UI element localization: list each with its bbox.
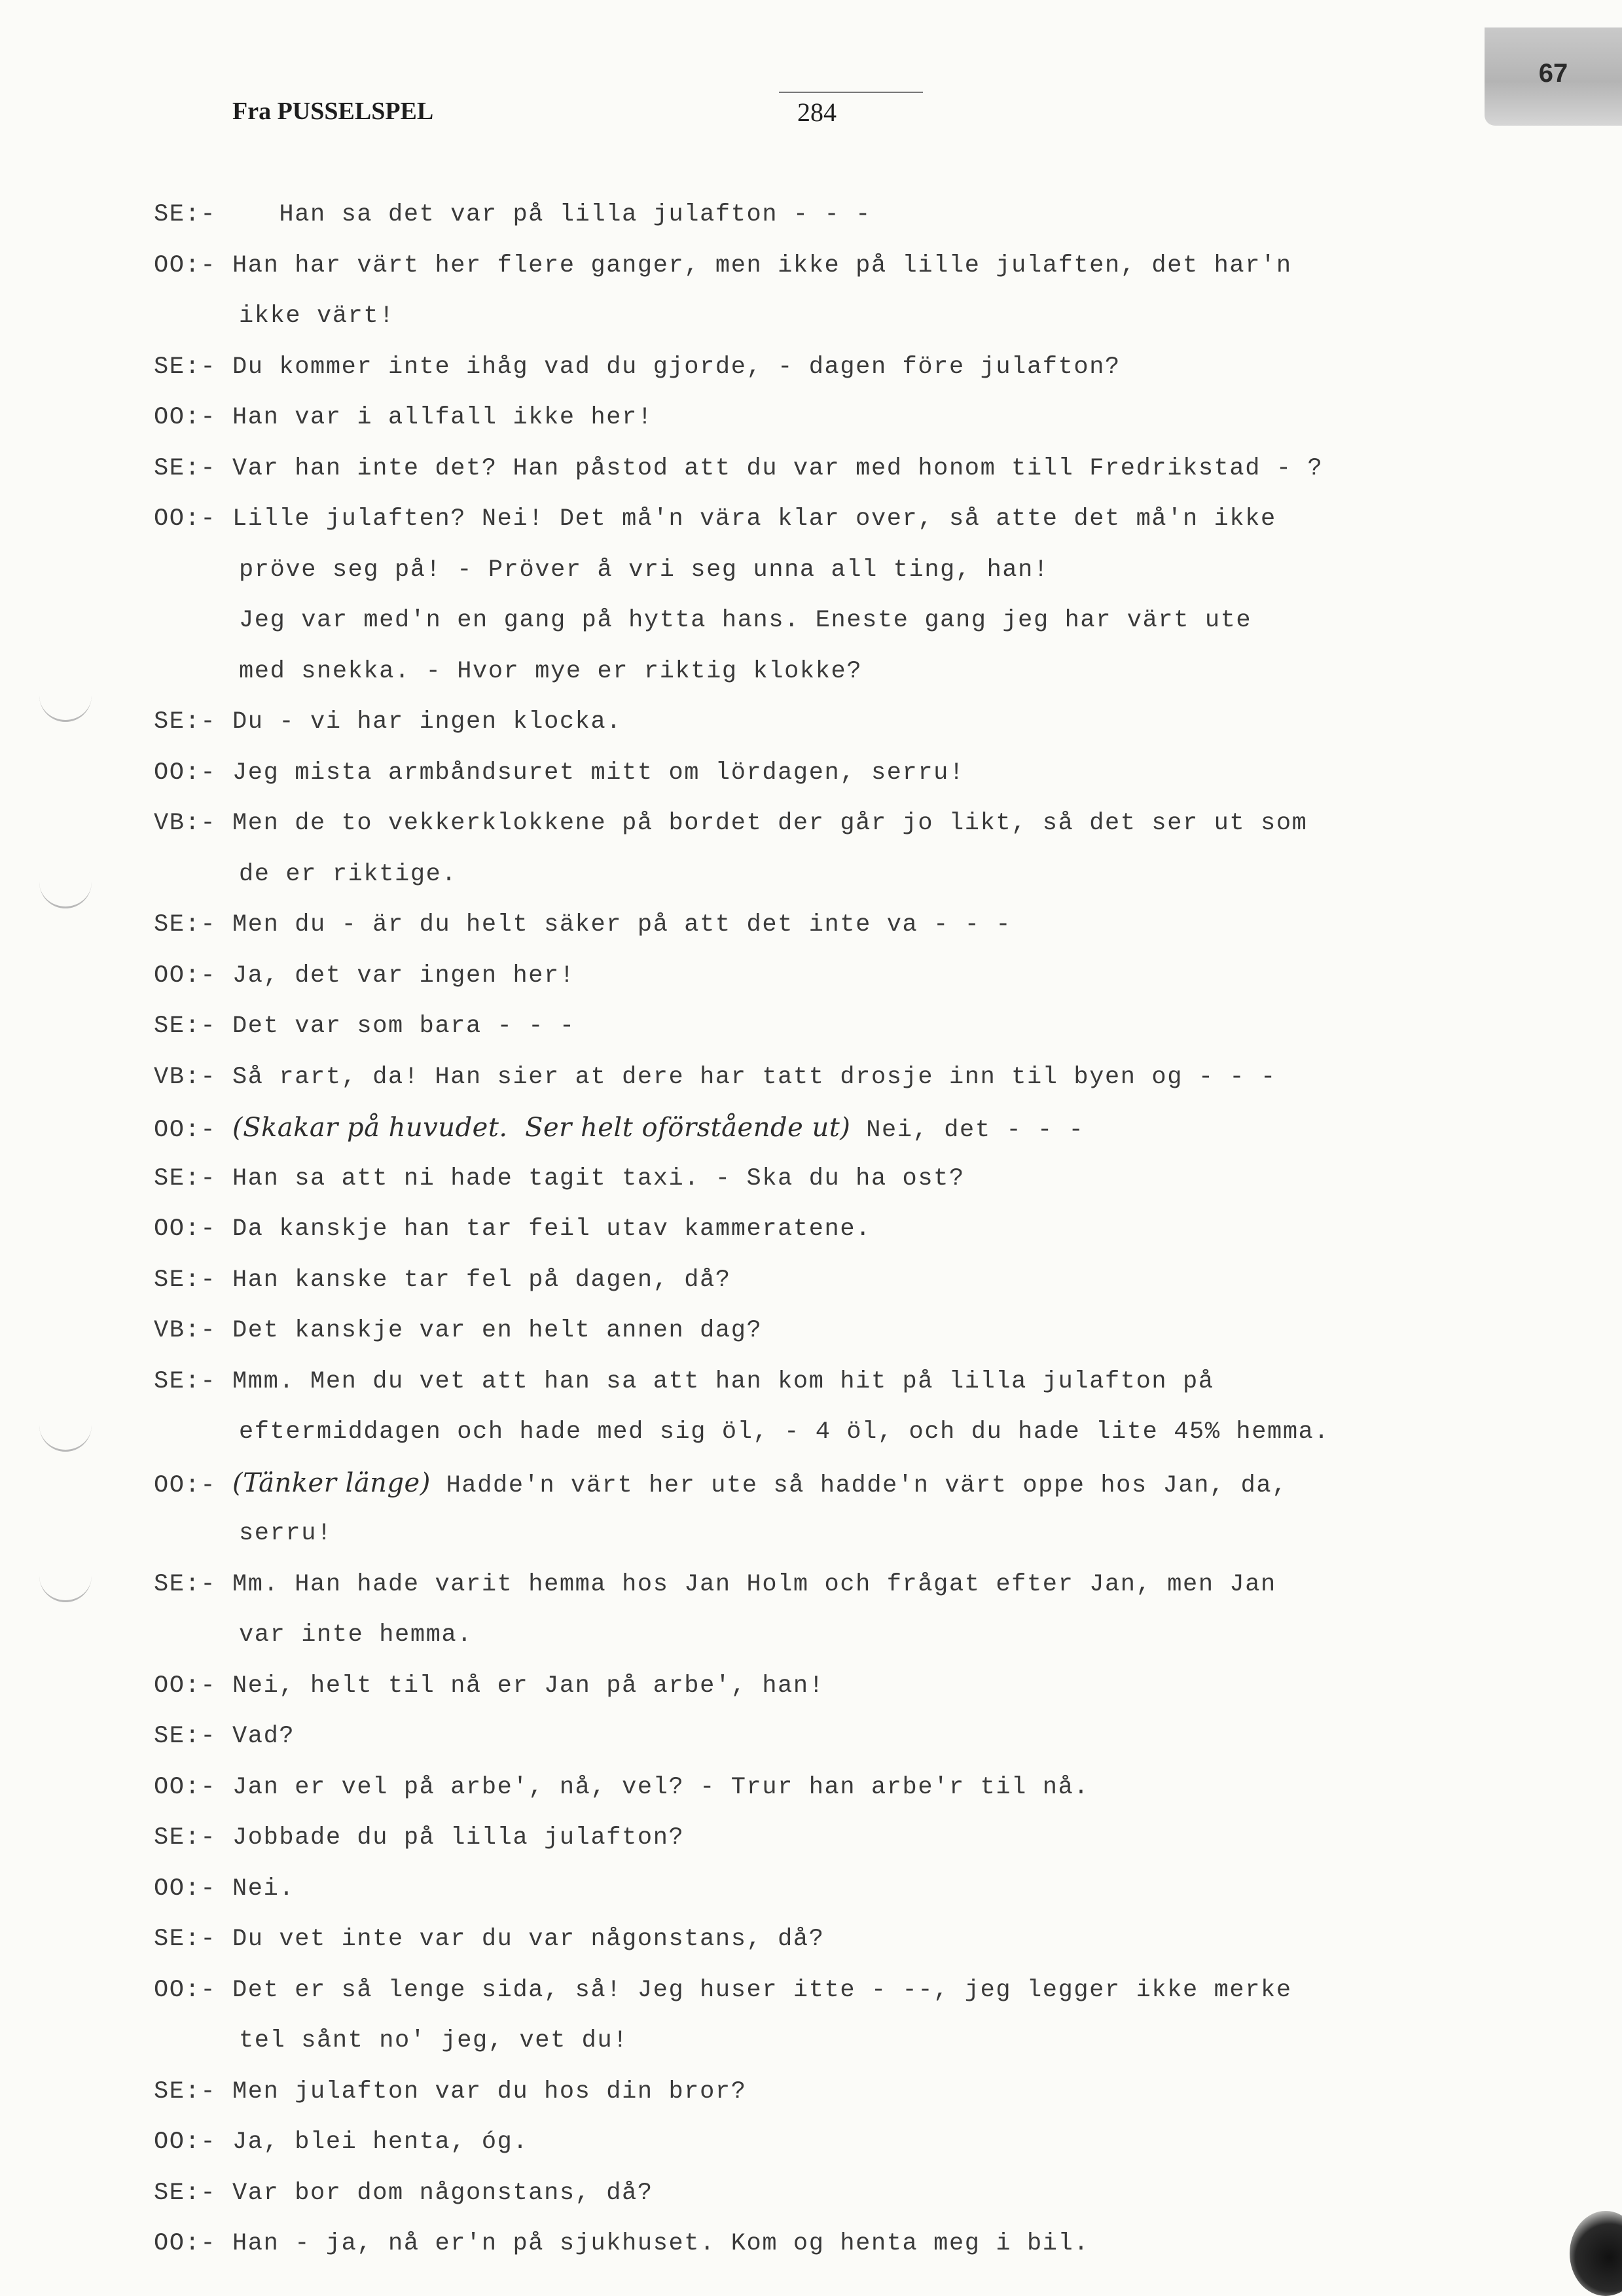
transcript-line bbox=[154, 241, 1496, 292]
handwritten-note: (Tänker länge) bbox=[232, 1467, 431, 1498]
transcript-line bbox=[154, 291, 1496, 342]
page-number: 284 bbox=[797, 98, 837, 127]
speaker-label: SE:- bbox=[154, 1013, 217, 1040]
speaker-label: SE:- bbox=[154, 201, 217, 228]
line-text: Var bor dom någonstans, då? bbox=[232, 2179, 653, 2207]
line-text: Men du - är du helt säker på att det inte va - - - bbox=[232, 911, 1012, 939]
speaker-label: SE:- bbox=[154, 708, 217, 736]
speaker-label: OO:- bbox=[154, 1471, 217, 1499]
transcript-line bbox=[154, 697, 1496, 748]
speaker-label: OO:- bbox=[154, 505, 217, 533]
transcript-line bbox=[154, 444, 1496, 495]
line-text: Mm. Han hade varit hemma hos Jan Holm och frågat efter Jan, men Jan bbox=[232, 1570, 1276, 1598]
speaker-label: VB:- bbox=[154, 810, 217, 837]
transcript-line bbox=[154, 2016, 1496, 2067]
transcript bbox=[154, 190, 1496, 2270]
transcript-line bbox=[154, 1914, 1496, 1965]
transcript-line bbox=[154, 494, 1496, 545]
speaker-label: OO:- bbox=[154, 961, 217, 990]
line-text: Du - vi har ingen klocka. bbox=[232, 708, 622, 736]
transcript-line bbox=[154, 900, 1496, 951]
transcript-line bbox=[154, 1763, 1496, 1814]
line-text: Var han inte det? Han påstod att du var med honom till Fredrikstad - ? bbox=[232, 454, 1324, 482]
transcript-line bbox=[154, 596, 1496, 647]
line-text: tel sånt no' jeg, vet du! bbox=[239, 2027, 629, 2054]
transcript-line bbox=[154, 951, 1496, 1002]
line-text: Mmm. Men du vet att han sa att han kom hit på lilla julafton på bbox=[232, 1367, 1214, 1395]
transcript-line bbox=[154, 798, 1496, 850]
punch-hole-mark bbox=[39, 694, 92, 722]
line-text: Han har värt her flere ganger, men ikke på lille julaften, det har'n bbox=[232, 251, 1292, 279]
transcript-line bbox=[154, 1458, 1496, 1509]
line-text: Så rart, da! Han sier at dere har tatt drosje inn til byen og - - - bbox=[232, 1063, 1276, 1091]
header-title: Fra PUSSELSPEL bbox=[232, 98, 434, 125]
line-text: Han sa att ni hade tagit taxi. - Ska du ha ost? bbox=[232, 1164, 965, 1193]
line-text: med snekka. - Hvor mye er riktig klokke? bbox=[239, 657, 863, 685]
speaker-label: SE:- bbox=[154, 1824, 217, 1852]
line-text: Han sa det var på lilla julafton - - - bbox=[232, 201, 871, 228]
speaker-label: SE:- bbox=[154, 454, 217, 482]
line-text: Hadde'n värt her ute så hadde'n värt oppe hos Jan, da, bbox=[430, 1471, 1288, 1499]
speaker-label: OO:- bbox=[154, 1976, 217, 2004]
transcript-line bbox=[154, 748, 1496, 799]
line-text: Han kanske tar fel på dagen, då? bbox=[232, 1266, 731, 1294]
line-text: Han var i allfall ikke her! bbox=[232, 404, 653, 431]
transcript-line bbox=[154, 1661, 1496, 1712]
transcript-line bbox=[154, 1001, 1496, 1052]
transcript-line bbox=[154, 1357, 1496, 1408]
line-text: Men de to vekkerklokkene på bordet der går jo likt, så det ser ut som bbox=[232, 810, 1308, 837]
speaker-label: OO:- bbox=[154, 1117, 217, 1144]
transcript-line bbox=[154, 1204, 1496, 1255]
transcript-line bbox=[154, 1864, 1496, 1915]
transcript-line bbox=[154, 342, 1496, 393]
line-text: Det var som bara - - - bbox=[232, 1013, 575, 1040]
transcript-line bbox=[154, 190, 1496, 241]
speaker-label: SE:- bbox=[154, 1723, 217, 1750]
line-text: serru! bbox=[239, 1520, 333, 1547]
speaker-label: OO:- bbox=[154, 1215, 217, 1243]
transcript-line bbox=[154, 1712, 1496, 1763]
speaker-label: OO:- bbox=[154, 251, 217, 279]
punch-hole-mark bbox=[39, 1424, 92, 1452]
transcript-line bbox=[154, 1407, 1496, 1458]
speaker-label: SE:- bbox=[154, 353, 217, 381]
line-text: Du kommer inte ihåg vad du gjorde, - dagen före julafton? bbox=[232, 353, 1121, 381]
line-text: Lille julaften? Nei! Det må'n vära klar over, så atte det må'n ikke bbox=[232, 505, 1276, 533]
transcript-line bbox=[154, 1610, 1496, 1661]
line-text: Han - ja, nå er'n på sjukhuset. Kom og henta meg i bil. bbox=[232, 2230, 1090, 2257]
transcript-line bbox=[154, 2219, 1496, 2270]
transcript-line bbox=[154, 1052, 1496, 1103]
speaker-label: SE:- bbox=[154, 1570, 217, 1598]
transcript-line bbox=[154, 850, 1496, 901]
speaker-label: SE:- bbox=[154, 1367, 217, 1395]
transcript-line bbox=[154, 545, 1496, 596]
ink-blot bbox=[1570, 2211, 1622, 2296]
speaker-label: OO:- bbox=[154, 1773, 217, 1801]
line-text: Du vet inte var du var någonstans, då? bbox=[232, 1926, 825, 1953]
transcript-line bbox=[154, 393, 1496, 444]
line-text: Jan er vel på arbe', nå, vel? - Trur han arbe'r til nå. bbox=[232, 1773, 1090, 1801]
line-text: Nei, helt til nå er Jan på arbe', han! bbox=[232, 1672, 825, 1700]
transcript-line bbox=[154, 1560, 1496, 1611]
transcript-line bbox=[154, 2168, 1496, 2219]
line-text: Jeg mista armbåndsuret mitt om lördagen, serru! bbox=[232, 759, 965, 787]
line-text: Nei, det - - - bbox=[850, 1117, 1085, 1144]
speaker-label: OO:- bbox=[154, 2128, 217, 2156]
line-text: Vad? bbox=[232, 1723, 295, 1750]
transcript-line bbox=[154, 1813, 1496, 1864]
line-text: eftermiddagen och hade med sig öl, - 4 öl, och du hade lite 45% hemma. bbox=[239, 1418, 1330, 1446]
header-rule bbox=[779, 92, 923, 93]
line-text: Det er så lenge sida, så! Jeg huser itte - --, jeg legger ikke merke bbox=[232, 1976, 1292, 2004]
speaker-label: VB:- bbox=[154, 1063, 217, 1091]
transcript-line bbox=[154, 1306, 1496, 1357]
transcript-line bbox=[154, 2117, 1496, 2168]
speaker-label: VB:- bbox=[154, 1317, 217, 1344]
tab-number: 67 bbox=[1538, 59, 1568, 88]
transcript-line bbox=[154, 1154, 1496, 1205]
line-text: Jobbade du på lilla julafton? bbox=[232, 1824, 685, 1852]
speaker-label: OO:- bbox=[154, 404, 217, 431]
speaker-label: SE:- bbox=[154, 911, 217, 939]
transcript-line bbox=[154, 1255, 1496, 1306]
punch-hole-mark bbox=[39, 880, 92, 908]
speaker-label: OO:- bbox=[154, 1874, 217, 1903]
line-text: ikke värt! bbox=[239, 302, 395, 330]
line-text: Ja, blei henta, óg. bbox=[232, 2128, 529, 2156]
transcript-line bbox=[154, 1103, 1496, 1154]
line-text: Det kanskje var en helt annen dag? bbox=[232, 1317, 763, 1344]
speaker-label: SE:- bbox=[154, 1266, 217, 1294]
line-text: Da kanskje han tar feil utav kammeratene. bbox=[232, 1215, 871, 1243]
transcript-line bbox=[154, 1965, 1496, 2017]
transcript-line bbox=[154, 2067, 1496, 2118]
line-text: de er riktige. bbox=[239, 860, 458, 888]
line-text: Nei. bbox=[232, 1874, 295, 1903]
line-text: pröve seg på! - Pröver å vri seg unna all ting, han! bbox=[239, 556, 1049, 584]
page-tab bbox=[1485, 27, 1622, 126]
line-text: var inte hemma. bbox=[239, 1621, 473, 1649]
speaker-label: SE:- bbox=[154, 2179, 217, 2207]
speaker-label: SE:- bbox=[154, 1926, 217, 1953]
punch-hole-mark bbox=[39, 1574, 92, 1602]
speaker-label: SE:- bbox=[154, 2077, 217, 2106]
transcript-line bbox=[154, 1509, 1496, 1560]
speaker-label: SE:- bbox=[154, 1164, 217, 1193]
line-text: Jeg var med'n en gang på hytta hans. Eneste gang jeg har värt ute bbox=[239, 607, 1252, 634]
speaker-label: OO:- bbox=[154, 1672, 217, 1700]
transcript-line bbox=[154, 647, 1496, 698]
speaker-label: OO:- bbox=[154, 2230, 217, 2257]
line-text: Men julafton var du hos din bror? bbox=[232, 2077, 747, 2106]
speaker-label: OO:- bbox=[154, 759, 217, 787]
line-text: Ja, det var ingen her! bbox=[232, 961, 575, 990]
handwritten-note: (Skakar på huvudet. Ser helt oförstående ut) bbox=[232, 1113, 851, 1143]
